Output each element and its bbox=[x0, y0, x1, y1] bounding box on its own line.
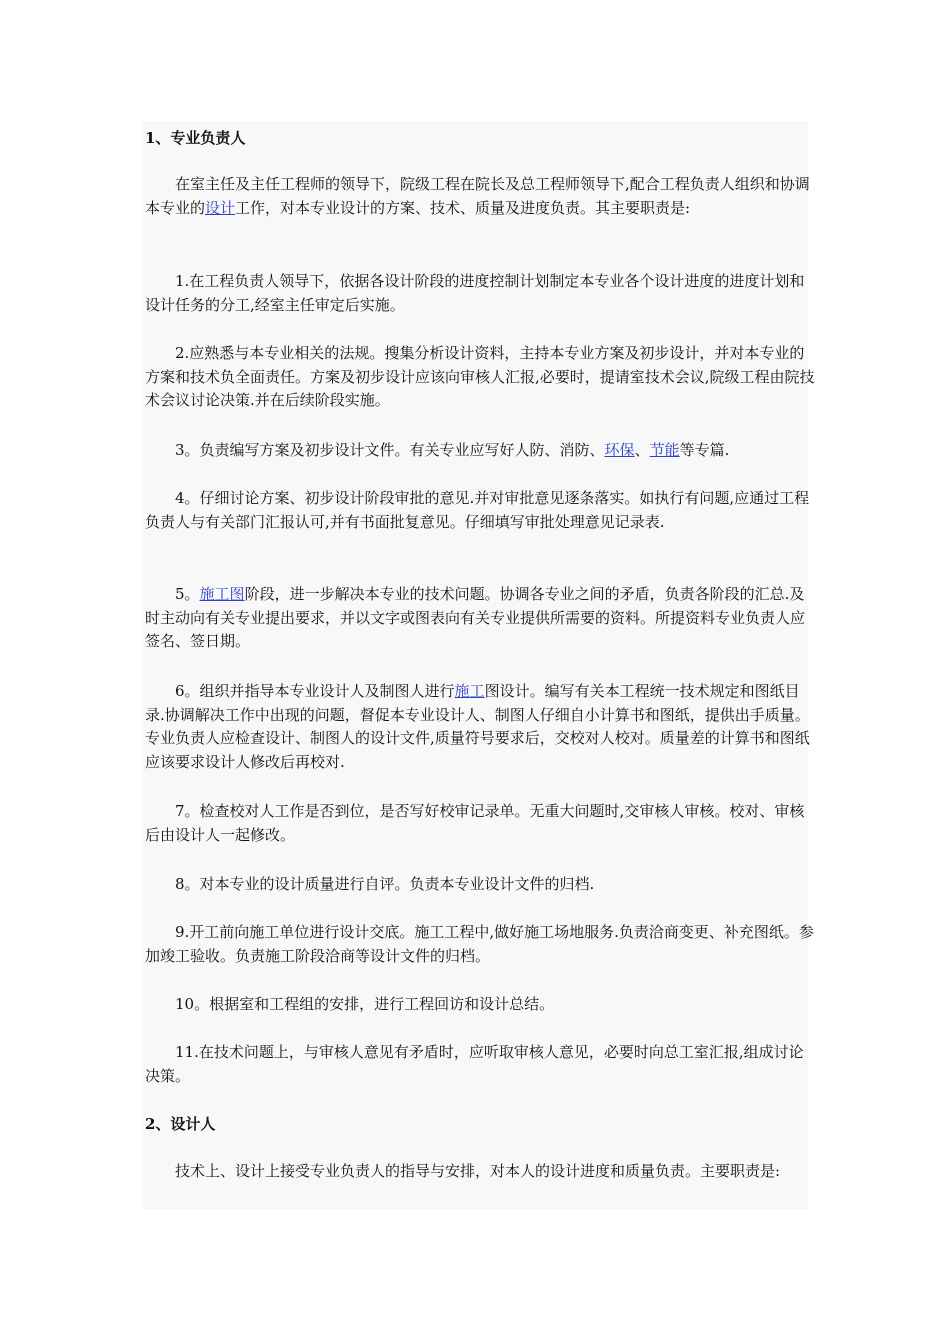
duty-item-5 bbox=[145, 583, 817, 654]
duty-item-4: 4。仔细讨论方案、初步设计阶段审批的意见.并对审批意见逐条落实。如执行有问题,应通过工程负责人与有关部门汇报认可,并有书面批复意见。仔细填写审批处理意见记录表. bbox=[145, 489, 810, 531]
item-6-text-a: 6。组织并指导本专业设计人及制图人进行 bbox=[175, 682, 455, 700]
duty-item-1: 1.在工程负责人领导下，依据各设计阶段的进度控制计划制定本专业各个设计进度的进度计划和设计任务的分工,经室主任审定后实施。 bbox=[145, 272, 805, 314]
duty-item-11: 11.在技术问题上，与审核人意见有矛盾时，应听取审核人意见，必要时向总工室汇报,组成讨论决策。 bbox=[145, 1043, 804, 1085]
duty-item-6 bbox=[145, 680, 817, 774]
duty-item-2: 2.应熟悉与本专业相关的法规。搜集分析设计资料，主持本专业方案及初步设计，并对本专业的方案和技术负全面责任。方案及初步设计应该向审核人汇报,必要时，提请室技术会议,院级工程由院技术会议讨论决策.并在后续阶段实施。 bbox=[145, 344, 815, 409]
item-3-text-c: 等专篇. bbox=[679, 441, 730, 459]
section-1-intro bbox=[145, 173, 817, 220]
item-5-text-a: 5。 bbox=[175, 585, 200, 603]
intro-text-before: 在室主任及主任工程师的领导下，院级工程在院长及总工程师领导下,配合工程负责人组织和协调本专业的 bbox=[145, 175, 810, 217]
section-2-intro: 技术上、设计上接受专业负责人的指导与安排，对本人的设计进度和质量负责。主要职责是: bbox=[175, 1162, 781, 1180]
duty-item-8: 8。对本专业的设计质量进行自评。负责本专业设计文件的归档. bbox=[175, 875, 595, 893]
item-3-text-b: 、 bbox=[634, 441, 650, 459]
item-3-text-a: 3。负责编写方案及初步设计文件。有关专业应写好人防、消防、 bbox=[175, 441, 605, 459]
section-heading-1: 1、专业负责人 bbox=[145, 129, 246, 147]
link-energy-saving[interactable]: 节能 bbox=[649, 441, 680, 459]
duty-item-9: 9.开工前向施工单位进行设计交底。施工工程中,做好施工场地服务.负责洽商变更、补充图纸。参加竣工验收。负责施工阶段洽商等设计文件的归档。 bbox=[145, 923, 814, 965]
duty-item-7: 7。检查校对人工作是否到位，是否写好校审记录单。无重大问题时,交审核人审核。校对、审核后由设计人一起修改。 bbox=[145, 802, 805, 844]
item-6-text-b: 图设计。编写有关本工程统一技术规定和图纸目录.协调解决工作中出现的问题，督促本专业设计人、制图人仔细自小计算书和图纸，提供出手质量。专业负责人应检查设计、制图人的设计文件,质量符号要求后，交校对人校对。质量差的计算书和图纸应该要求设计人修改后再校对. bbox=[145, 682, 810, 771]
link-construction[interactable]: 施工 bbox=[454, 682, 485, 700]
link-environmental[interactable]: 环保 bbox=[604, 441, 635, 459]
duty-item-3 bbox=[145, 439, 817, 463]
link-design[interactable]: 设计 bbox=[205, 198, 236, 217]
link-construction-drawing[interactable]: 施工图 bbox=[199, 585, 245, 603]
section-heading-2: 2、设计人 bbox=[145, 1115, 216, 1133]
duty-item-10: 10。根据室和工程组的安排，进行工程回访和设计总结。 bbox=[175, 995, 555, 1013]
intro-text-after: 工作，对本专业设计的方案、技术、质量及进度负责。其主要职责是: bbox=[235, 198, 691, 217]
item-5-text-b: 阶段，进一步解决本专业的技术问题。协调各专业之间的矛盾，负责各阶段的汇总.及时主动向有关专业提出要求，并以文字或图表向有关专业提供所需要的资料。所提资料专业负责人应签名、签日期。 bbox=[145, 585, 806, 650]
